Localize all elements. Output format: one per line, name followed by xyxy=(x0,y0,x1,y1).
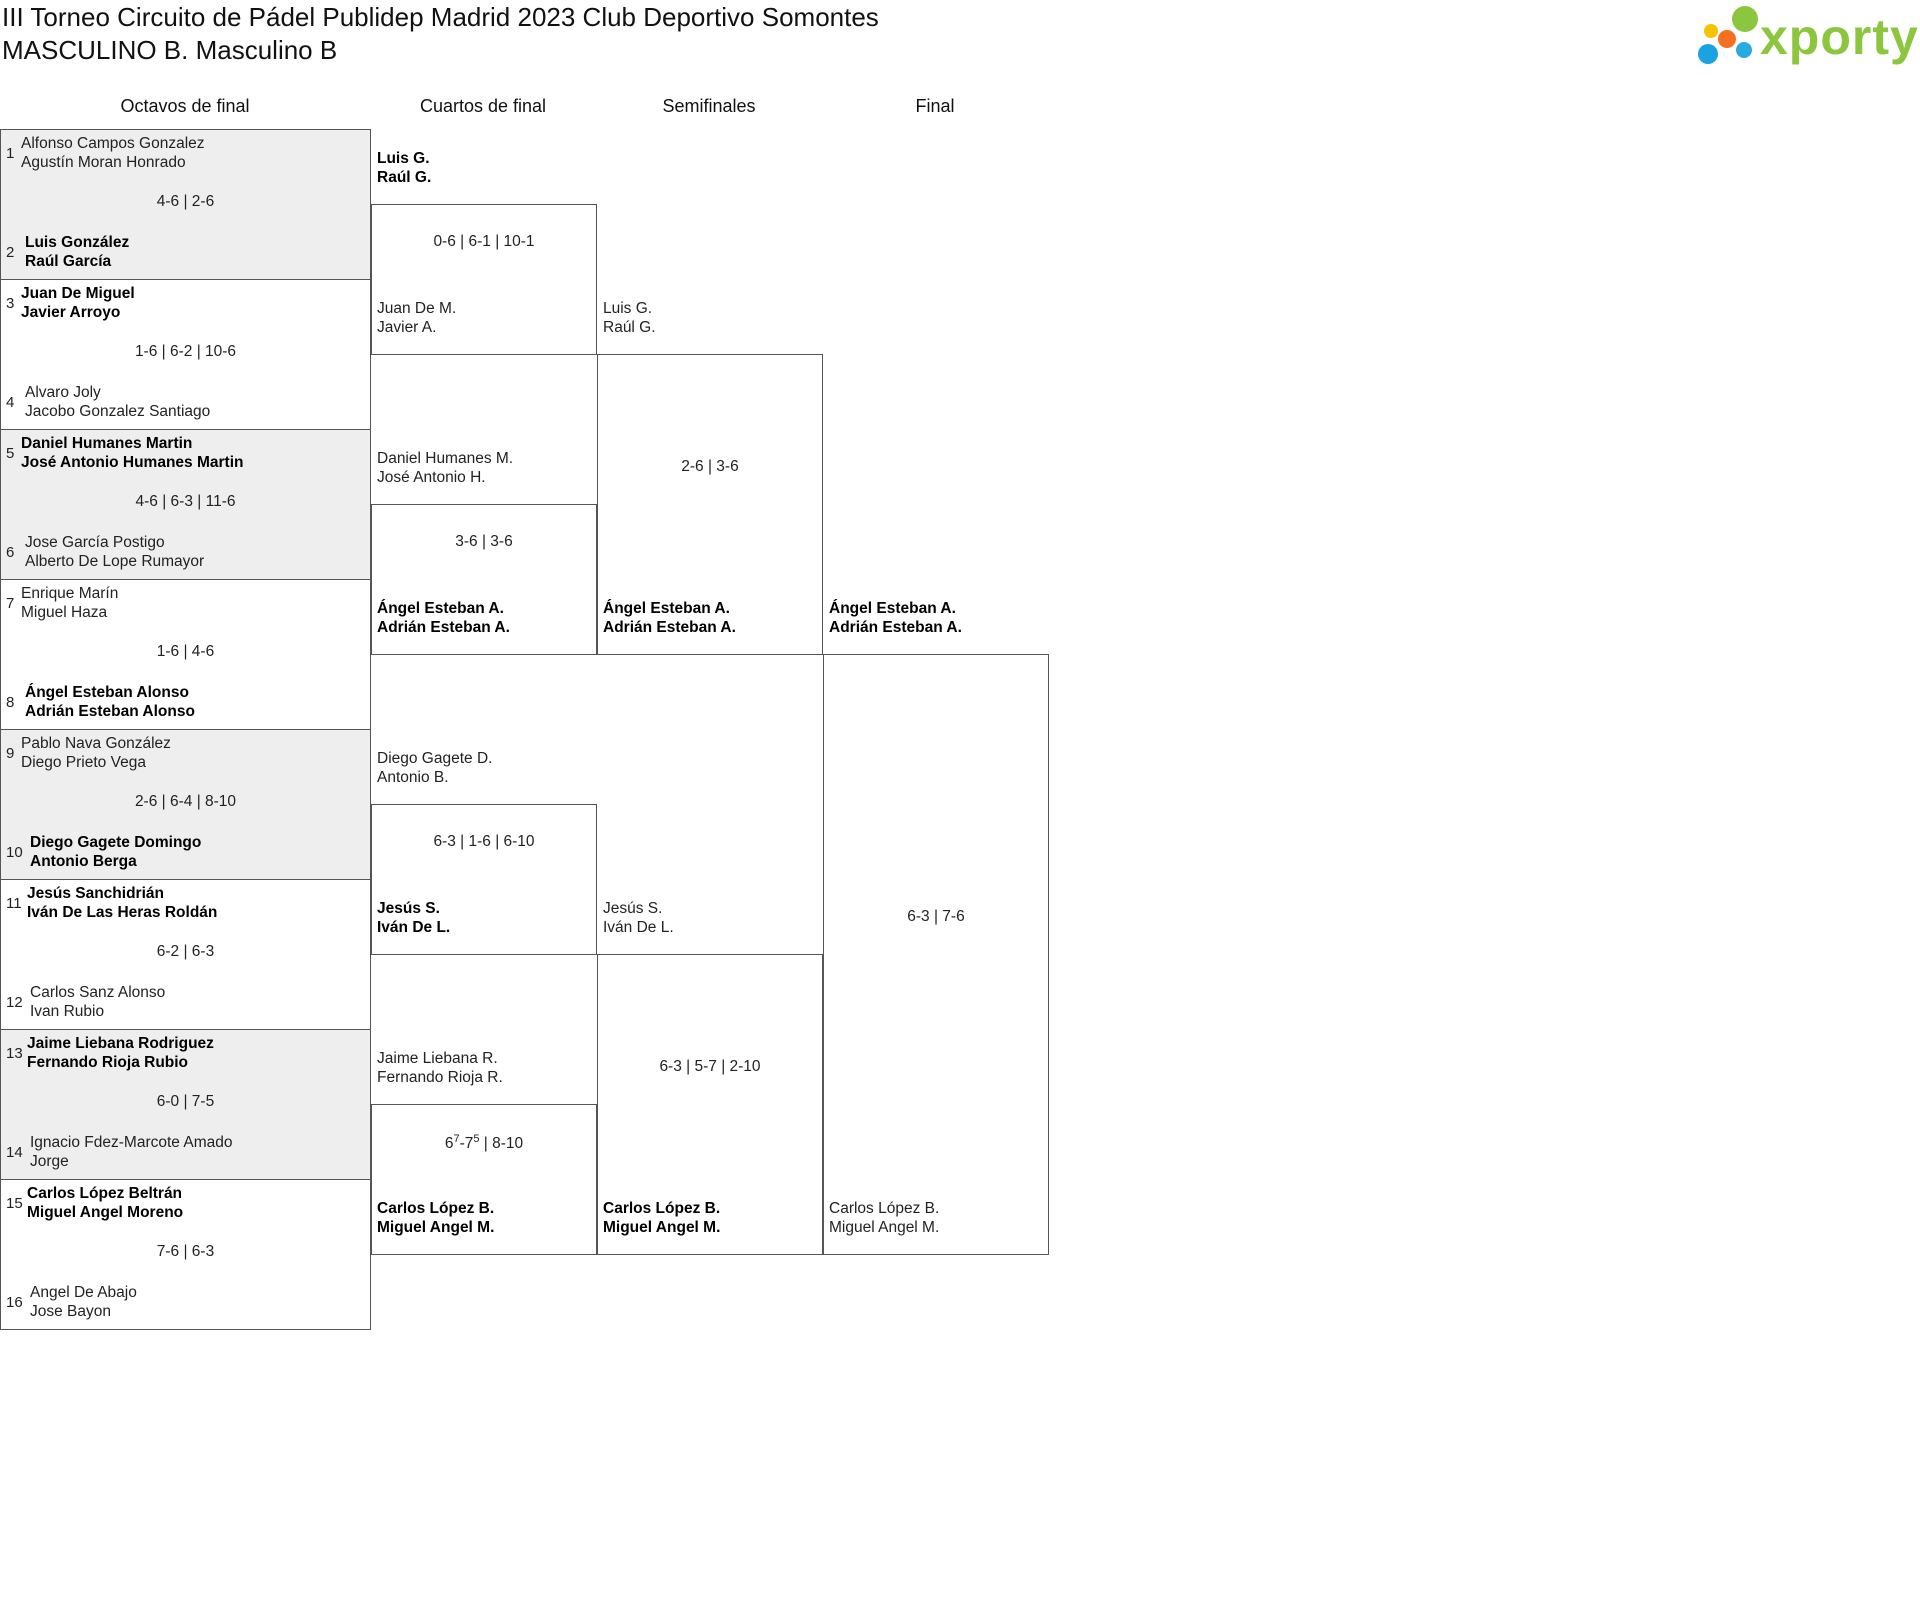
seed-number: 9 xyxy=(6,745,15,762)
r16-team-player: Miguel Haza xyxy=(21,604,108,621)
seed-number: 4 xyxy=(6,394,15,411)
logo-wordmark: xporty xyxy=(1760,9,1919,65)
score-part: 6 xyxy=(444,1135,454,1153)
qf-match-team-player: Juan De M. xyxy=(377,300,457,317)
score-part: | 8-10 xyxy=(479,1135,524,1153)
xporty-logo[interactable] xyxy=(1696,4,1920,68)
match-score: 7-6 | 6-3 xyxy=(156,1243,215,1260)
seed-number: 14 xyxy=(6,1144,23,1161)
r16-team-player: Enrique Marín xyxy=(21,585,119,602)
match-score: 4-6 | 6-3 | 11-6 xyxy=(135,493,236,510)
final-match-team-player: Carlos López B. xyxy=(829,1200,940,1217)
qf-match-team-player: Antonio B. xyxy=(377,769,449,786)
r16-team-player: Jose García Postigo xyxy=(25,534,165,551)
r16-team-player: Ivan Rubio xyxy=(30,1003,105,1020)
seed-number: 8 xyxy=(6,694,15,711)
seed-number: 10 xyxy=(6,844,23,861)
r16-team-player: Luis González xyxy=(25,234,130,251)
qf-match-team-player: Ángel Esteban A. xyxy=(377,600,504,617)
sf-match-team-player: Raúl G. xyxy=(603,319,656,336)
qf-match-team-player: Raúl G. xyxy=(377,169,432,186)
r16-team-player: Alvaro Joly xyxy=(25,384,101,401)
r16-team-player: Diego Gagete Domingo xyxy=(30,834,202,851)
r16-team-player: Jacobo Gonzalez Santiago xyxy=(25,403,211,420)
match-score: 6-3 | 5-7 | 2-10 xyxy=(659,1058,761,1075)
match-score: 6-3 | 7-6 xyxy=(907,908,965,925)
sf-match-team-player: Carlos López B. xyxy=(603,1200,721,1217)
sf-match-team-player: Luis G. xyxy=(603,300,653,317)
qf-match-team-player: Daniel Humanes M. xyxy=(377,450,514,467)
final-match-team-player: Miguel Angel M. xyxy=(829,1219,940,1236)
qf-match-team-player: Jaime Liebana R. xyxy=(377,1050,498,1067)
round-header-sf: Semifinales xyxy=(662,96,756,116)
r16-team-player: Carlos Sanz Alonso xyxy=(30,984,166,1001)
round-header-qf: Cuartos de final xyxy=(419,96,547,116)
final-match-team-player: Ángel Esteban A. xyxy=(829,600,956,617)
match-score: 6-3 | 1-6 | 6-10 xyxy=(433,833,535,850)
seed-number: 15 xyxy=(6,1195,23,1212)
match-score: 2-6 | 3-6 xyxy=(681,458,739,475)
score-part: -7 xyxy=(459,1135,474,1153)
match-score: 0-6 | 6-1 | 10-1 xyxy=(433,233,535,250)
r16-team-player: Juan De Miguel xyxy=(21,285,135,302)
match-score: 1-6 | 4-6 xyxy=(156,643,215,660)
tiebreak-sup: 5 xyxy=(473,1133,480,1145)
seed-number: 2 xyxy=(6,244,15,261)
round-header-final: Final xyxy=(915,96,955,116)
r16-team-player: José Antonio Humanes Martin xyxy=(21,454,244,471)
page-title: III Torneo Circuito de Pádel Publidep Madrid 2023 Club Deportivo Somontes xyxy=(2,2,879,32)
qf-match-team-player: Diego Gagete D. xyxy=(377,750,493,767)
logo-dot-lightblue-icon xyxy=(1736,42,1752,58)
r16-team-player: Angel De Abajo xyxy=(30,1284,137,1301)
r16-team-player: Jorge xyxy=(30,1153,69,1170)
seed-number: 11 xyxy=(6,895,22,912)
logo-dot-blue-icon xyxy=(1698,44,1718,64)
page-subtitle: MASCULINO B. Masculino B xyxy=(2,35,338,65)
seed-number: 5 xyxy=(6,445,15,462)
qf-match-team-player: Iván De L. xyxy=(377,919,451,936)
r16-team-player: Alfonso Campos Gonzalez xyxy=(21,135,205,152)
qf-match-team-player: Jesús S. xyxy=(377,900,440,917)
r16-team-player: Miguel Angel Moreno xyxy=(27,1204,184,1221)
r16-team-player: Jesús Sanchidrián xyxy=(27,885,164,902)
r16-team-player: Fernando Rioja Rubio xyxy=(27,1054,189,1071)
seed-number: 7 xyxy=(6,595,15,612)
round-header-r16: Octavos de final xyxy=(120,96,250,116)
r16-team-player: Ángel Esteban Alonso xyxy=(25,684,189,701)
seed-number: 13 xyxy=(6,1045,23,1062)
r16-team-player: Raúl García xyxy=(25,253,112,270)
match-score: 2-6 | 6-4 | 8-10 xyxy=(134,793,237,810)
seed-number: 1 xyxy=(6,145,15,162)
tiebreak-sup: 7 xyxy=(453,1133,460,1145)
r16-team-player: Adrián Esteban Alonso xyxy=(25,703,195,720)
final-match[interactable] xyxy=(823,654,1049,1255)
match-score: 3-6 | 3-6 xyxy=(455,533,513,550)
qf-match-team-player: José Antonio H. xyxy=(377,469,486,486)
match-score: 1-6 | 6-2 | 10-6 xyxy=(134,343,237,360)
r16-team-player: Agustín Moran Honrado xyxy=(21,154,186,171)
seed-number: 3 xyxy=(6,295,15,312)
r16-team-player: Iván De Las Heras Roldán xyxy=(27,904,218,921)
seed-number: 6 xyxy=(6,544,15,561)
r16-team-player: Diego Prieto Vega xyxy=(21,754,146,771)
qf-match-team-player: Luis G. xyxy=(377,150,430,167)
r16-team-player: Alberto De Lope Rumayor xyxy=(25,553,205,570)
match-score: 4-6 | 2-6 xyxy=(156,193,215,210)
qf-match-team-player: Javier A. xyxy=(377,319,437,336)
match-score xyxy=(371,1133,597,1153)
qf-match-team-player: Carlos López B. xyxy=(377,1200,495,1217)
match-score: 6-2 | 6-3 xyxy=(156,943,215,960)
sf-match-team-player: Iván De L. xyxy=(603,919,674,936)
qf-match-team-player: Miguel Angel M. xyxy=(377,1219,495,1236)
r16-team-player: Carlos López Beltrán xyxy=(27,1185,183,1202)
sf-match-team-player: Adrián Esteban A. xyxy=(603,619,736,636)
sf-match-team-player: Miguel Angel M. xyxy=(603,1219,721,1236)
qf-match-team-player: Adrián Esteban A. xyxy=(377,619,510,636)
logo-dot-green-icon xyxy=(1732,6,1758,32)
r16-team-player: Pablo Nava González xyxy=(21,735,171,752)
r16-team-player: Jose Bayon xyxy=(30,1303,111,1320)
r16-team-player: Antonio Berga xyxy=(30,853,137,870)
final-match-team-player: Adrián Esteban A. xyxy=(829,619,962,636)
r16-team-player: Javier Arroyo xyxy=(21,304,121,321)
r16-team-player: Daniel Humanes Martin xyxy=(21,435,193,452)
r16-team-player: Ignacio Fdez-Marcote Amado xyxy=(30,1134,233,1151)
logo-dot-yellow-icon xyxy=(1704,24,1718,38)
qf-match-team-player: Fernando Rioja R. xyxy=(377,1069,503,1086)
sf-match-team-player: Jesús S. xyxy=(603,900,663,917)
logo-dot-orange-icon xyxy=(1718,30,1736,48)
sf-match-team-player: Ángel Esteban A. xyxy=(603,600,730,617)
seed-number: 16 xyxy=(6,1294,23,1311)
match-score: 6-0 | 7-5 xyxy=(156,1093,215,1110)
r16-team-player: Jaime Liebana Rodriguez xyxy=(27,1035,214,1052)
seed-number: 12 xyxy=(6,994,23,1011)
